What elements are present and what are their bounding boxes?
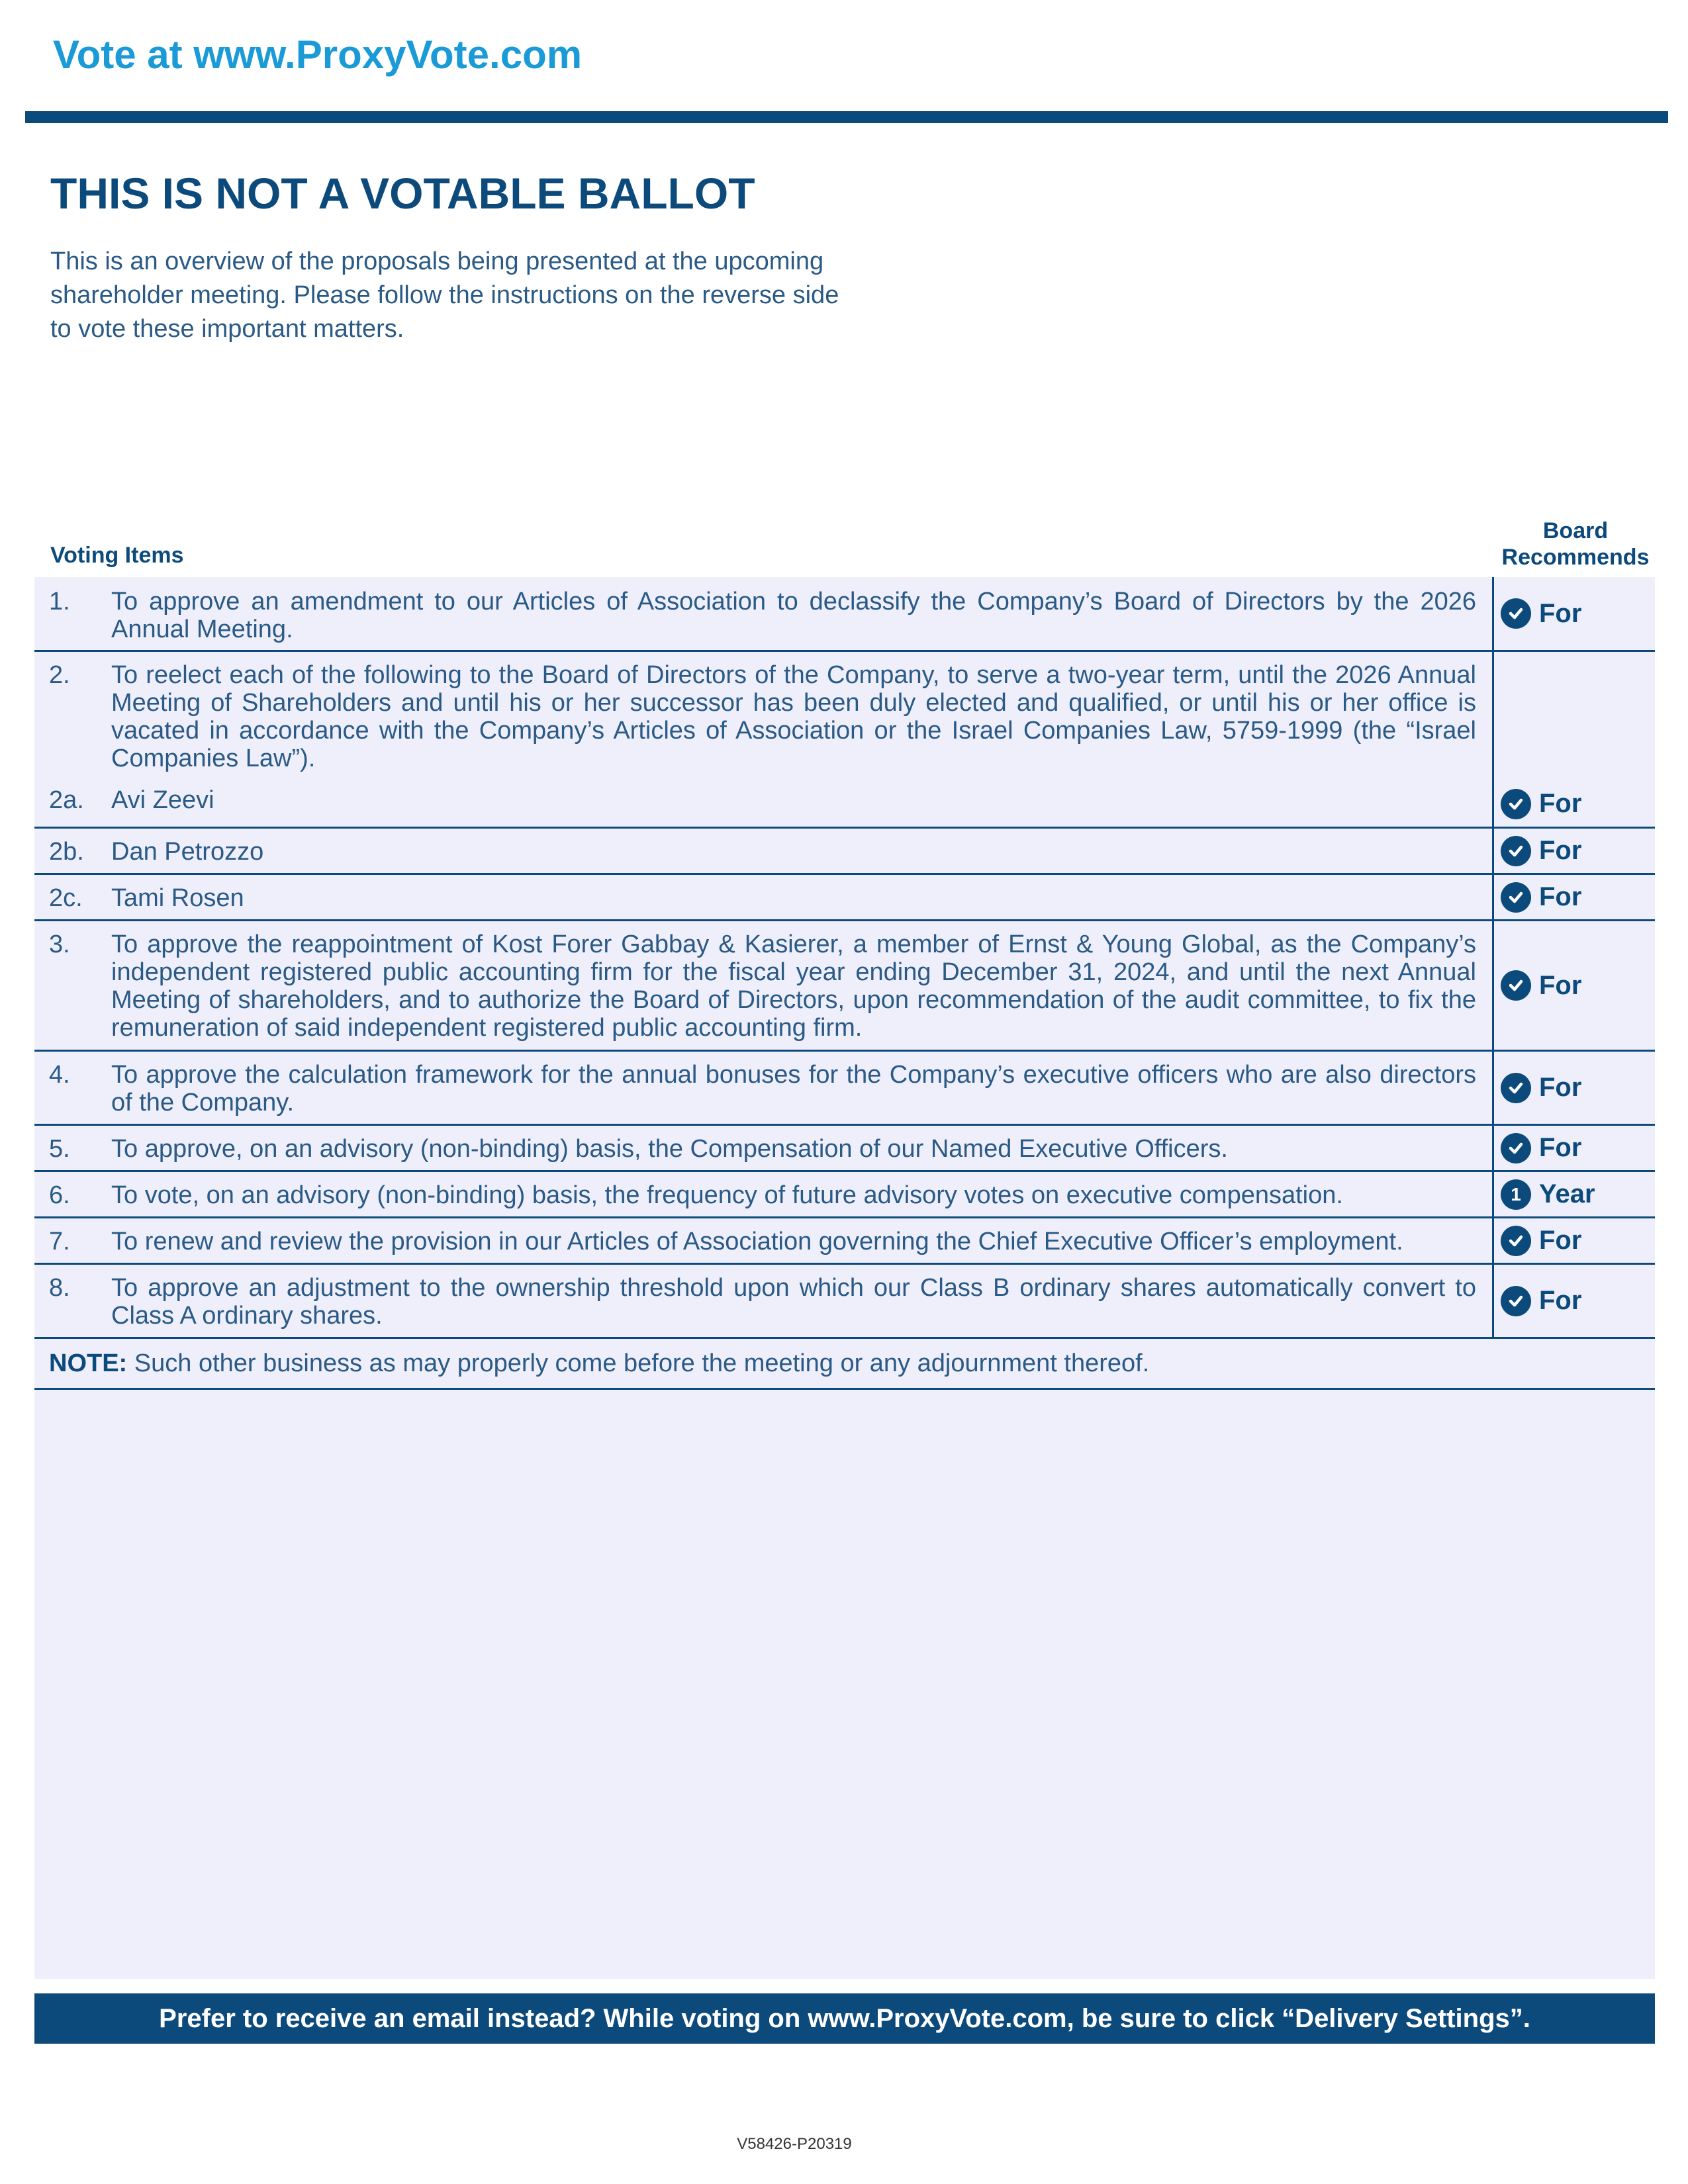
header-divider: [25, 111, 1668, 123]
board-header-line2: Recommends: [1501, 545, 1650, 570]
item-text: To approve an adjustment to the ownership threshold upon which our Class B ordinary shares automatically convert to Class A ordinary shares.: [111, 1274, 1476, 1330]
recommendation-label: For: [1539, 836, 1582, 865]
item-text: To vote, on an advisory (non-binding) basis, the frequency of future advisory votes on executive compensation.: [111, 1181, 1343, 1209]
item-number: 5.: [49, 1135, 70, 1163]
item-number: 2a.: [49, 786, 84, 814]
recommendation: [1492, 829, 1655, 873]
table-row: [34, 652, 1655, 781]
item-number: 4.: [49, 1061, 70, 1089]
table-row: [34, 1052, 1655, 1126]
number-one-icon: [1501, 1179, 1531, 1210]
recommendation: [1492, 921, 1655, 1050]
delivery-settings-banner: Prefer to receive an email instead? While voting on www.ProxyVote.com, be sure to click “Delivery Settings”.: [34, 1993, 1655, 2044]
item-number: 2.: [49, 661, 70, 689]
item-number: 7.: [49, 1228, 70, 1255]
item-number: 8.: [49, 1274, 70, 1302]
check-icon: [1501, 1226, 1531, 1256]
table-row: [34, 875, 1655, 921]
item-text: To approve an amendment to our Articles of Association to declassify the Company’s Board of Directors by the 2026 Annual Meeting.: [111, 588, 1476, 643]
item-number: 2c.: [49, 884, 83, 912]
table-row: [34, 577, 1655, 652]
table-row: [34, 1265, 1655, 1339]
note-text: Such other business as may properly come before the meeting or any adjournment thereof.: [127, 1349, 1150, 1377]
check-icon: [1501, 598, 1531, 629]
check-icon: [1501, 836, 1531, 866]
recommendation: [1492, 652, 1655, 781]
page-title: THIS IS NOT A VOTABLE BALLOT: [50, 169, 755, 218]
item-text: Avi Zeevi: [111, 786, 214, 814]
check-icon: [1501, 1073, 1531, 1103]
item-text: To approve the calculation framework for the annual bonuses for the Company’s executive officers who are also directors of the Company.: [111, 1061, 1476, 1116]
check-icon: [1501, 882, 1531, 913]
item-number: 2b.: [49, 838, 84, 866]
recommendation-label: Year: [1539, 1179, 1595, 1208]
item-text: Dan Petrozzo: [111, 838, 264, 866]
note-label: NOTE:: [49, 1349, 128, 1377]
item-text: To renew and review the provision in our Articles of Association governing the Chief Executive Officer’s employment.: [111, 1228, 1403, 1255]
voting-items-header: Voting Items: [50, 543, 184, 568]
recommendation: [1492, 1172, 1655, 1216]
check-icon: [1501, 789, 1531, 819]
proxyvote-link[interactable]: Vote at www.ProxyVote.com: [53, 32, 583, 77]
recommendation: [1492, 1052, 1655, 1124]
board-recommends-header: [1489, 518, 1662, 570]
check-icon: [1501, 1286, 1531, 1316]
board-header-line1: Board: [1542, 518, 1609, 543]
recommendation-label: For: [1539, 789, 1582, 818]
recommendation-label: For: [1539, 1073, 1582, 1102]
item-number: 3.: [49, 931, 70, 958]
item-text: To reelect each of the following to the Board of Directors of the Company, to serve a two-year term, until the 2026 Annual Meeting of Shareholders and until his or her successor has been duly elected and qualified, or until his or her office is vacated in accordance with the Company’s Articles of Association or the Israel Companies Law, 5759-1999 (the “Israel Companies Law”).: [111, 661, 1476, 772]
table-row: [34, 1218, 1655, 1265]
item-text: Tami Rosen: [111, 884, 244, 912]
item-text: To approve the reappointment of Kost Forer Gabbay & Kasierer, a member of Ernst & Young Global, as the Company’s independent registered public accounting firm for the fiscal year ending December 31, 2024, and until the next Annual Meeting of shareholders, and to authorize the Board of Directors, upon recommendation of the audit committee, to fix the remuneration of said independent registered public accounting firm.: [111, 931, 1476, 1042]
recommendation: [1492, 781, 1655, 827]
voting-table: [34, 577, 1655, 1390]
recommendation: [1492, 577, 1655, 650]
recommendation-label: For: [1539, 598, 1582, 628]
recommendation-label: For: [1539, 882, 1582, 911]
table-row: [34, 1172, 1655, 1218]
item-text: To approve, on an advisory (non-binding) basis, the Compensation of our Named Executive Officers.: [111, 1135, 1228, 1163]
recommendation-label: For: [1539, 1133, 1582, 1162]
check-icon: [1501, 970, 1531, 1001]
recommendation: [1492, 1126, 1655, 1170]
table-row: [34, 829, 1655, 875]
number-one-glyph: 1: [1511, 1183, 1521, 1205]
recommendation-label: For: [1539, 1286, 1582, 1315]
recommendation: [1492, 1265, 1655, 1337]
table-row: [34, 921, 1655, 1052]
recommendation-label: For: [1539, 970, 1582, 1000]
note-row: [34, 1339, 1655, 1390]
table-row: [34, 781, 1655, 829]
check-icon: [1501, 1133, 1531, 1163]
item-number: 1.: [49, 588, 70, 615]
item-number: 6.: [49, 1181, 70, 1209]
table-row: [34, 1126, 1655, 1172]
recommendation: [1492, 875, 1655, 919]
document-code: V58426-P20319: [737, 2135, 852, 2153]
recommendation-label: For: [1539, 1226, 1582, 1255]
recommendation: [1492, 1218, 1655, 1263]
intro-text: This is an overview of the proposals being presented at the upcoming shareholder meeting. Please follow the instructions on the reverse side to vote these important matters.: [50, 248, 839, 343]
